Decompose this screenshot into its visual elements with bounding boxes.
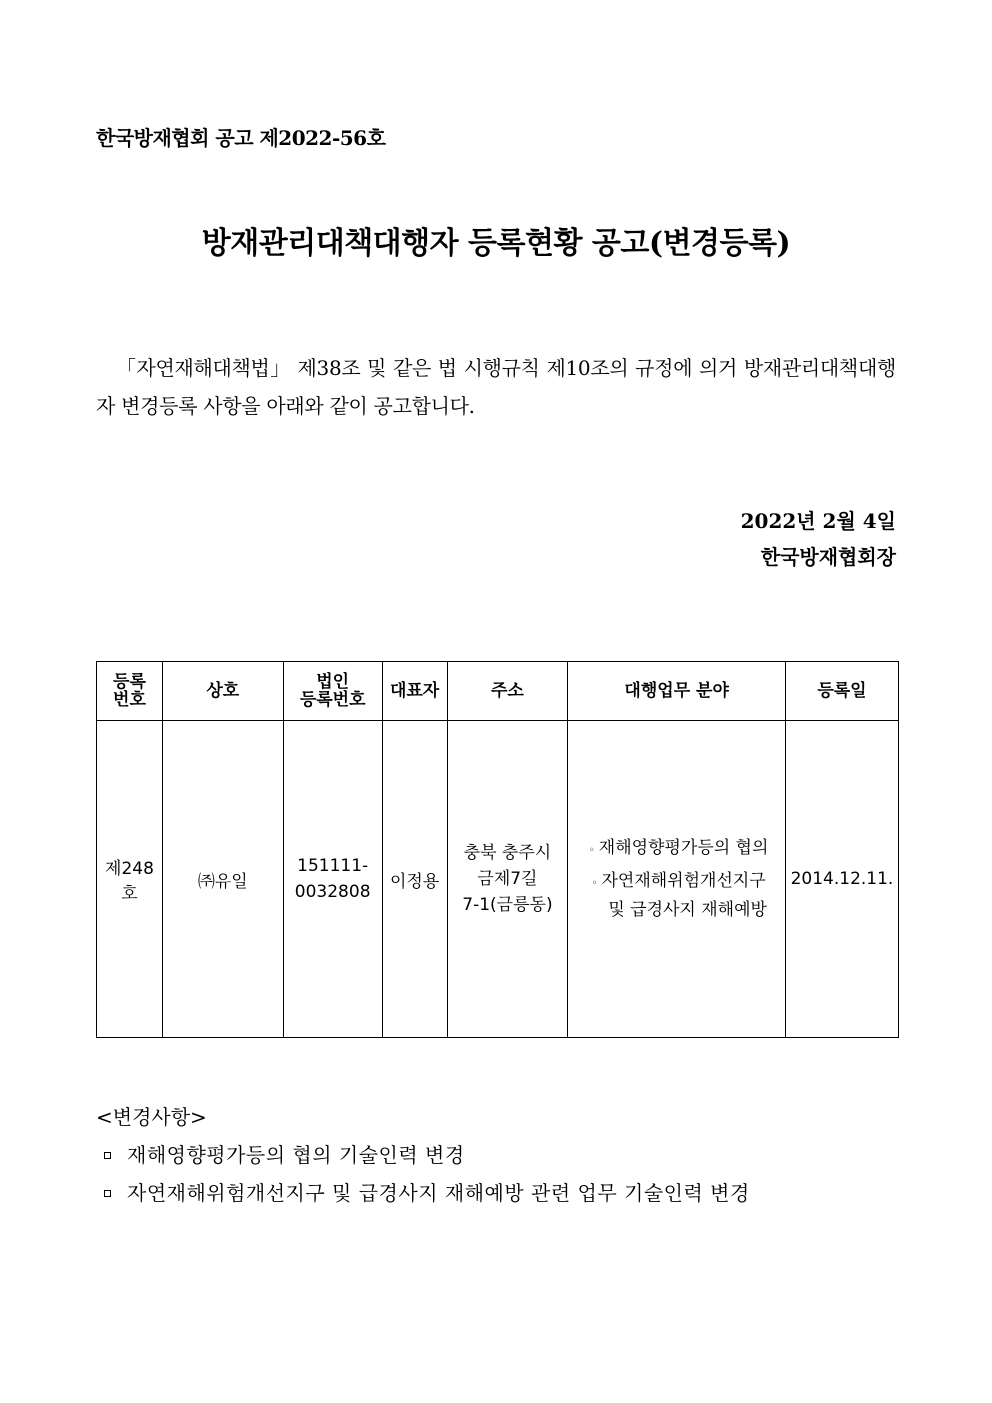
cell-address [447,721,568,1038]
header-reg-no-line1: 등록 [113,672,146,692]
cell-representative: 이정용 [382,721,447,1038]
address-line2: 금제7길 [477,869,538,889]
corp-no-line2: 0032808 [294,882,371,902]
document-title: 방재관리대책대행자 등록현황 공고(변경등록) [201,226,791,261]
cell-reg-date: 2014.12.11. [785,721,898,1038]
cell-company: ㈜유일 [162,721,283,1038]
work-item-label: 자연재해위험개선지구 [601,871,766,891]
address-line3: 7-1(금릉동) [462,895,553,915]
list-item [96,1140,750,1178]
bullet-icon: ◦ [588,845,595,856]
header-reg-date: 등록일 [785,662,898,721]
header-corp-no-line2: 등록번호 [299,690,366,710]
corp-no-line1: 151111- [297,856,369,876]
work-item [574,868,783,923]
table-row [97,721,899,1038]
cell-reg-no: 제248호 [97,721,163,1038]
header-corp-no-line1: 법인 [316,672,350,692]
notice-number: 한국방재협회 공고 제2022-56호 [96,126,386,150]
header-reg-no [97,662,163,721]
changes-list [96,1140,750,1216]
work-item-label: 재해영향평가등의 협의 [598,838,769,858]
cell-corp-no [283,721,382,1038]
header-representative: 대표자 [382,662,447,721]
header-corp-no [283,662,382,721]
notice-paragraph: 「자연재해대책법」 제38조 및 같은 법 시행규칙 제10조의 규정에 의거 방재관리대책대행자 변경등록 사항을 아래와 같이 공고합니다. [96,356,896,418]
square-bullet-icon [104,1152,111,1159]
address-line1: 충북 충주시 [463,843,552,863]
bullet-icon: ◦ [591,878,598,889]
header-reg-no-line2: 번호 [113,690,146,710]
signer-title: 한국방재협회장 [760,545,896,569]
work-item-label-cont: 및 급경사지 재해예방 [608,900,767,920]
header-address: 주소 [447,662,568,721]
table-header-row [97,662,899,721]
registration-table [96,661,899,1038]
list-item-text: 재해영향평가등의 협의 기술인력 변경 [127,1143,465,1167]
work-item [574,835,783,864]
notice-date: 2022년 2월 4일 [740,509,896,533]
header-company: 상호 [162,662,283,721]
list-item-text: 자연재해위험개선지구 및 급경사지 재해예방 관련 업무 기술인력 변경 [127,1181,750,1205]
changes-heading: <변경사항> [96,1105,207,1129]
square-bullet-icon [104,1190,111,1197]
header-work-field: 대행업무 분야 [568,662,786,721]
cell-work-field [568,721,786,1038]
list-item [96,1178,750,1216]
